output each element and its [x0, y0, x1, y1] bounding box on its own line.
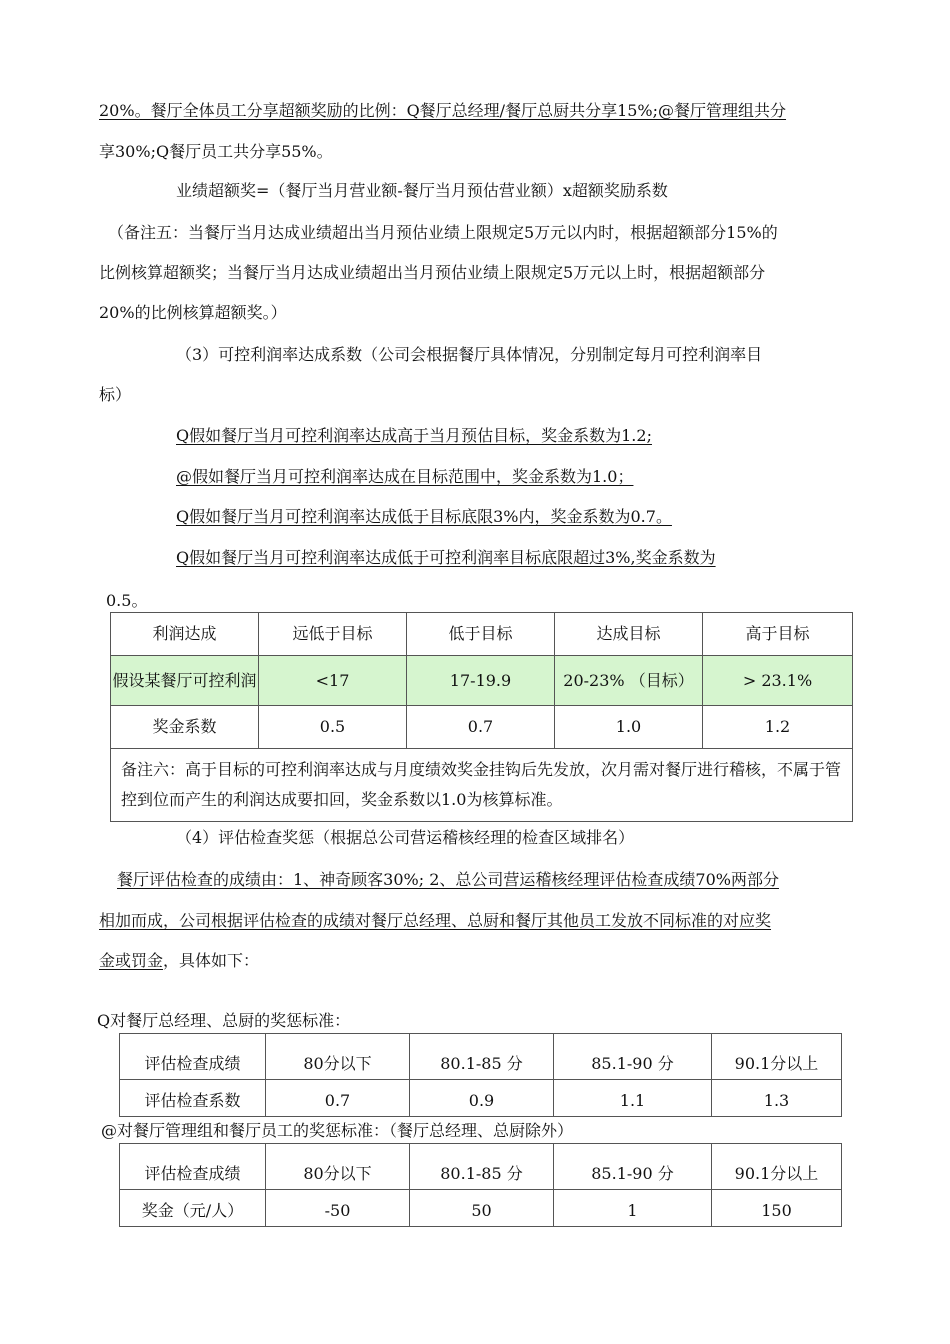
table-row	[111, 706, 853, 749]
table-row	[120, 1190, 842, 1227]
table-cell: 1.0	[555, 706, 703, 749]
table-row	[111, 656, 853, 706]
table-cell: 低于目标	[407, 613, 555, 656]
table-cell: 80.1-85 分	[410, 1034, 554, 1080]
section-three-heading: （3）可控利润率达成系数（公司会根据餐厅具体情况，分别制定每月可控利润率目	[176, 345, 763, 364]
paragraph-line: 享30%;Q餐厅员工共分享55%。	[99, 142, 333, 161]
table-cell	[111, 656, 259, 706]
paragraph-line	[99, 950, 259, 972]
table-cell: 85.1-90 分	[554, 1144, 712, 1190]
table-cell: 奖金系数	[111, 706, 259, 749]
table-row	[111, 749, 853, 822]
table-cell: 评估检查成绩	[120, 1034, 266, 1080]
table-cell: 20-23% （目标）	[555, 656, 703, 706]
underlined-text: 金或罚金	[99, 951, 164, 970]
table-cell: 90.1分以上	[712, 1144, 842, 1190]
table-cell: 0.7	[407, 706, 555, 749]
rule-line: Q假如餐厅当月可控利润率达成低于目标底限3%内，奖金系数为0.7。	[176, 507, 672, 526]
table-cell: 85.1-90 分	[554, 1034, 712, 1080]
table-cell: 评估检查成绩	[120, 1144, 266, 1190]
note-five-line: 比例核算超额奖；当餐厅当月达成业绩超出当月预估业绩上限规定5万元以上时，根据超额部分	[99, 263, 766, 282]
table-cell: 高于目标	[703, 613, 853, 656]
rule-line: @假如餐厅当月可控利润率达成在目标范围中，奖金系数为1.0；	[176, 467, 634, 486]
table-cell: 达成目标	[555, 613, 703, 656]
table-cell: 0.7	[266, 1080, 410, 1117]
table-cell: 0.9	[410, 1080, 554, 1117]
table-cell: 1.1	[554, 1080, 712, 1117]
section-four-heading: （4）评估检查奖惩（根据总公司营运稽核经理的检查区域排名）	[176, 828, 635, 847]
staff-table	[119, 1143, 842, 1227]
table-row	[120, 1144, 842, 1190]
table-cell: > 23.1%	[703, 656, 853, 706]
profit-table	[110, 612, 853, 822]
table-cell: 80分以下	[266, 1144, 410, 1190]
table-cell: 0.5	[259, 706, 407, 749]
paragraph-line: 20%。餐厅全体员工分享超额奖励的比例：Q餐厅总经理/餐厅总厨共分享15%;@餐厅管理组共分	[99, 101, 787, 120]
table-cell: 利润达成	[111, 613, 259, 656]
paragraph-line: 餐厅评估检查的成绩由：1、神奇顾客30%; 2、总公司营运稽核经理评估检查成绩70%两部分	[117, 870, 779, 889]
gm-standard-title: Q对餐厅总经理、总厨的奖惩标准：	[97, 1011, 351, 1030]
rule-line: Q假如餐厅当月可控利润率达成高于当月预估目标，奖金系数为1.2;	[176, 426, 652, 445]
table-cell: 17-19.9	[407, 656, 555, 706]
table-cell: 150	[712, 1190, 842, 1227]
table-cell: 远低于目标	[259, 613, 407, 656]
note-five-line: （备注五：当餐厅当月达成业绩超出当月预估业绩上限规定5万元以内时，根据超额部分15%的	[108, 223, 778, 242]
gm-table	[119, 1033, 842, 1117]
formula-line: 业绩超额奖=（餐厅当月营业额-餐厅当月预估营业额）x超额奖励系数	[176, 181, 668, 200]
table-cell: 90.1分以上	[712, 1034, 842, 1080]
table-cell: 评估检查系数	[120, 1080, 266, 1117]
rule-line: Q假如餐厅当月可控利润率达成低于可控利润率目标底限超过3%,奖金系数为	[176, 548, 716, 567]
note-six-cell: 备注六：高于目标的可控利润率达成与月度绩效奖金挂钩后先发放，次月需对餐厅进行稽核，不属于管控到位而产生的利润达成要扣回，奖金系数以1.0为核算标准。	[111, 749, 853, 822]
cell-text: 假设某餐厅可控利润	[112, 670, 257, 690]
note-five-line: 20%的比例核算超额奖。）	[99, 303, 287, 322]
table-row	[120, 1080, 842, 1117]
rule-line: 0.5。	[106, 591, 148, 610]
table-cell: 1.2	[703, 706, 853, 749]
paragraph-line: 相加而成，公司根据评估检查的成绩对餐厅总经理、总厨和餐厅其他员工发放不同标准的对应奖	[99, 911, 772, 930]
table-cell: 80分以下	[266, 1034, 410, 1080]
table-row	[111, 613, 853, 656]
section-three-heading: 标）	[99, 385, 132, 404]
staff-standard-title: @对餐厅管理组和餐厅员工的奖惩标准：（餐厅总经理、总厨除外）	[101, 1121, 574, 1140]
table-cell: -50	[266, 1190, 410, 1227]
table-cell: 80.1-85 分	[410, 1144, 554, 1190]
table-cell: 50	[410, 1190, 554, 1227]
table-cell: 1	[554, 1190, 712, 1227]
table-row	[120, 1034, 842, 1080]
table-cell: 1.3	[712, 1080, 842, 1117]
table-cell: 奖金（元/人）	[120, 1190, 266, 1227]
table-cell: <17	[259, 656, 407, 706]
plain-text: ，具体如下：	[163, 951, 260, 970]
